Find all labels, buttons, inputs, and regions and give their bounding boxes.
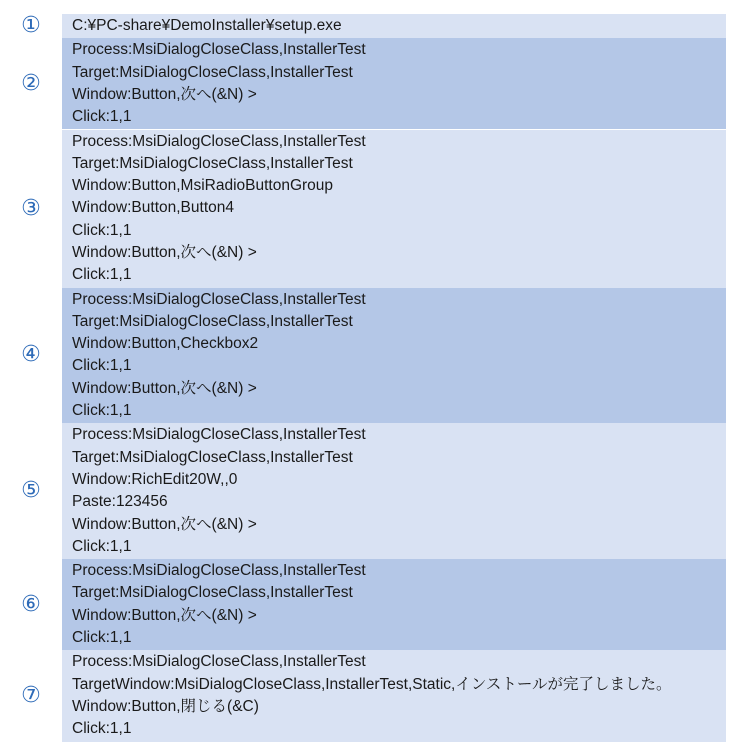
command-line: Click:1,1 xyxy=(72,108,132,126)
step-1 xyxy=(0,14,748,38)
step-command-block xyxy=(62,650,726,741)
command-line: Process:MsiDialogCloseClass,InstallerTest xyxy=(72,562,366,580)
command-line: Paste:123456 xyxy=(72,493,168,511)
command-line: Target:MsiDialogCloseClass,InstallerTest xyxy=(72,63,353,81)
step-5 xyxy=(0,423,748,559)
step-3 xyxy=(0,130,748,288)
step-command-block xyxy=(62,130,726,288)
step-4 xyxy=(0,288,748,424)
command-line: Target:MsiDialogCloseClass,InstallerTest xyxy=(72,312,353,330)
step-command-block xyxy=(62,559,726,650)
command-line: Click:1,1 xyxy=(72,357,132,375)
command-line: Window:Button,閉じる(&C) xyxy=(72,697,259,715)
step-command-block xyxy=(62,288,726,424)
command-line: Click:1,1 xyxy=(72,720,132,738)
command-line: Click:1,1 xyxy=(72,537,132,555)
command-line: Window:Button,次へ(&N) > xyxy=(72,243,257,261)
step-number: ① xyxy=(21,13,41,39)
command-line: Click:1,1 xyxy=(72,221,132,239)
command-line: Window:Button,次へ(&N) > xyxy=(72,606,257,624)
command-line: Process:MsiDialogCloseClass,InstallerTest xyxy=(72,290,366,308)
command-line: C:¥PC-share¥DemoInstaller¥setup.exe xyxy=(72,17,342,34)
command-line: Process:MsiDialogCloseClass,InstallerTest xyxy=(72,132,366,150)
step-7 xyxy=(0,650,748,741)
step-number: ⑤ xyxy=(21,478,41,504)
command-line: Process:MsiDialogCloseClass,InstallerTest xyxy=(72,41,366,59)
command-line: Window:Button,Button4 xyxy=(72,199,234,217)
command-line: Target:MsiDialogCloseClass,InstallerTest xyxy=(72,584,353,602)
command-line: Window:RichEdit20W,,0 xyxy=(72,470,238,488)
step-number: ④ xyxy=(21,342,41,368)
step-command-block xyxy=(62,423,726,559)
step-6 xyxy=(0,559,748,650)
command-line: TargetWindow:MsiDialogCloseClass,InstallerTest,Static,インストールが完了しました。 xyxy=(72,675,672,693)
command-line: Target:MsiDialogCloseClass,InstallerTest xyxy=(72,448,353,466)
step-number: ⑥ xyxy=(21,591,41,617)
step-command-block xyxy=(62,14,726,38)
command-line: Process:MsiDialogCloseClass,InstallerTest xyxy=(72,653,366,671)
step-command-block xyxy=(62,38,726,129)
step-number: ③ xyxy=(21,195,41,221)
command-line: Window:Button,Checkbox2 xyxy=(72,335,259,353)
command-line: Window:Button,MsiRadioButtonGroup xyxy=(72,177,334,195)
command-line: Click:1,1 xyxy=(72,402,132,420)
command-line: Window:Button,次へ(&N) > xyxy=(72,515,257,533)
command-line: Window:Button,次へ(&N) > xyxy=(72,85,257,103)
command-line: Process:MsiDialogCloseClass,InstallerTest xyxy=(72,426,366,444)
step-number: ② xyxy=(21,70,41,96)
step-2 xyxy=(0,38,748,129)
command-line: Click:1,1 xyxy=(72,266,132,284)
step-number: ⑦ xyxy=(21,682,41,708)
command-line: Window:Button,次へ(&N) > xyxy=(72,379,257,397)
command-line: Click:1,1 xyxy=(72,629,132,647)
command-line: Target:MsiDialogCloseClass,InstallerTest xyxy=(72,154,353,172)
